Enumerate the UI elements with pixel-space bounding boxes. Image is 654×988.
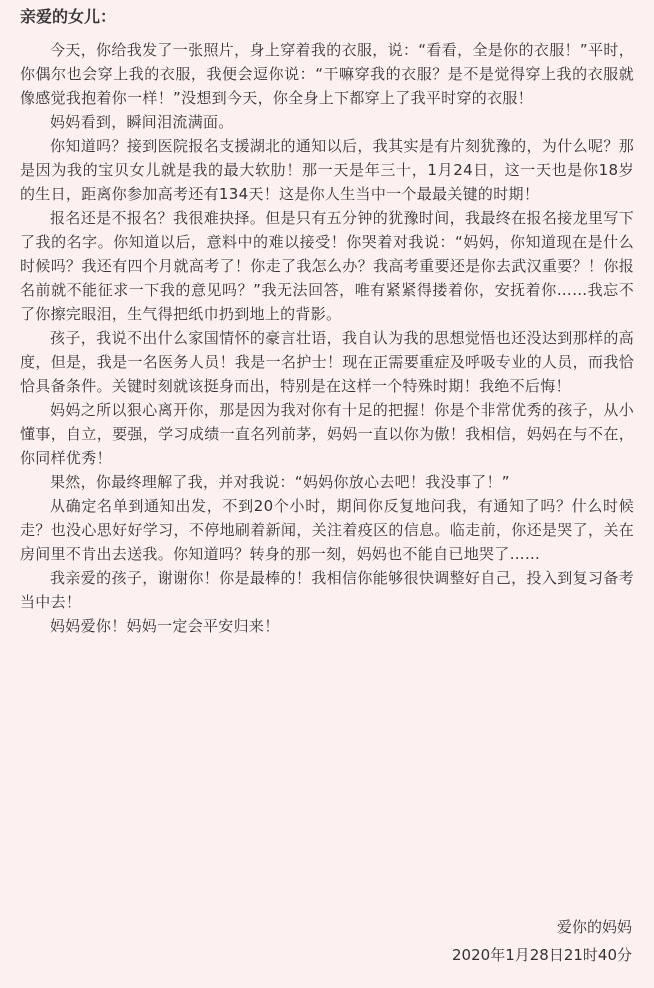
letter-paragraph: 孩子，我说不出什么家国情怀的豪言壮语，我自认为我的思想觉悟也还没达到那样的高度，但是，我是一名医务人员！我是一名护士！现在正需要重症及呼吸专业的人员，而我恰恰具备条件。关键时刻就该挺身而出，特别是在这样一个特殊时期！我绝不后悔！	[20, 329, 634, 395]
letter-paragraph: 你知道吗？接到医院报名支援湖北的通知以后，我其实是有片刻犹豫的，为什么呢？那是因为我的宝贝女儿就是我的最大软肋！那一天是年三十，1月24日，这一天也是你18岁的生日，距离你参加高考还有134天！这是你人生当中一个最最关键的时期！	[20, 137, 634, 203]
letter-paragraph: 妈妈之所以狠心离开你，那是因为我对你有十足的把握！你是个非常优秀的孩子，从小懂事，自立，要强，学习成绩一直名列前茅，妈妈一直以你为傲！我相信，妈妈在与不在，你同样优秀！	[20, 401, 634, 467]
letter-body	[20, 38, 634, 638]
letter-paragraph: 妈妈看到，瞬间泪流满面。	[50, 113, 234, 131]
letter-signoff: 爱你的妈妈	[556, 918, 632, 936]
letter-greeting: 亲爱的女儿：	[20, 7, 117, 26]
letter-paragraph: 今天，你给我发了一张照片，身上穿着我的衣服，说：“看看，全是你的衣服！”平时，你偶尔也会穿上我的衣服，我便会逗你说：“干嘛穿我的衣服？是不是觉得穿上我的衣服就像感觉我抱着你一样！”没想到今天，你全身上下都穿上了我平时穿的衣服！	[20, 41, 634, 107]
letter-paragraph: 报名还是不报名？我很难抉择。但是只有五分钟的犹豫时间，我最终在报名接龙里写下了我的名字。你知道以后，意料中的难以接受！你哭着对我说：“妈妈，你知道现在是什么时候吗？我还有四个月就高考了！你走了我怎么办？我高考重要还是你去武汉重要？！你报名前就不能征求一下我的意见吗？”我无法回答，唯有紧紧得搂着你，安抚着你……我忘不了你擦完眼泪，生气得把纸巾扔到地上的背影。	[20, 209, 634, 323]
letter-paragraph: 果然，你最终理解了我，并对我说：“妈妈你放心去吧！我没事了！”	[50, 473, 510, 491]
letter-paragraph: 从确定名单到通知出发，不到20个小时，期间你反复地问我，有通知了吗？什么时候走？也没心思好好学习，不停地刷着新闻，关注着疫区的信息。临走前，你还是哭了，关在房间里不肯出去送我。你知道吗？转身的那一刻，妈妈也不能自已地哭了……	[20, 497, 634, 563]
letter-date: 2020年1月28日21时40分	[452, 946, 632, 964]
letter-paragraph: 我亲爱的孩子，谢谢你！你是最棒的！我相信你能够很快调整好自己，投入到复习备考当中去！	[20, 569, 634, 611]
letter-paragraph: 妈妈爱你！妈妈一定会平安归来！	[50, 617, 280, 635]
